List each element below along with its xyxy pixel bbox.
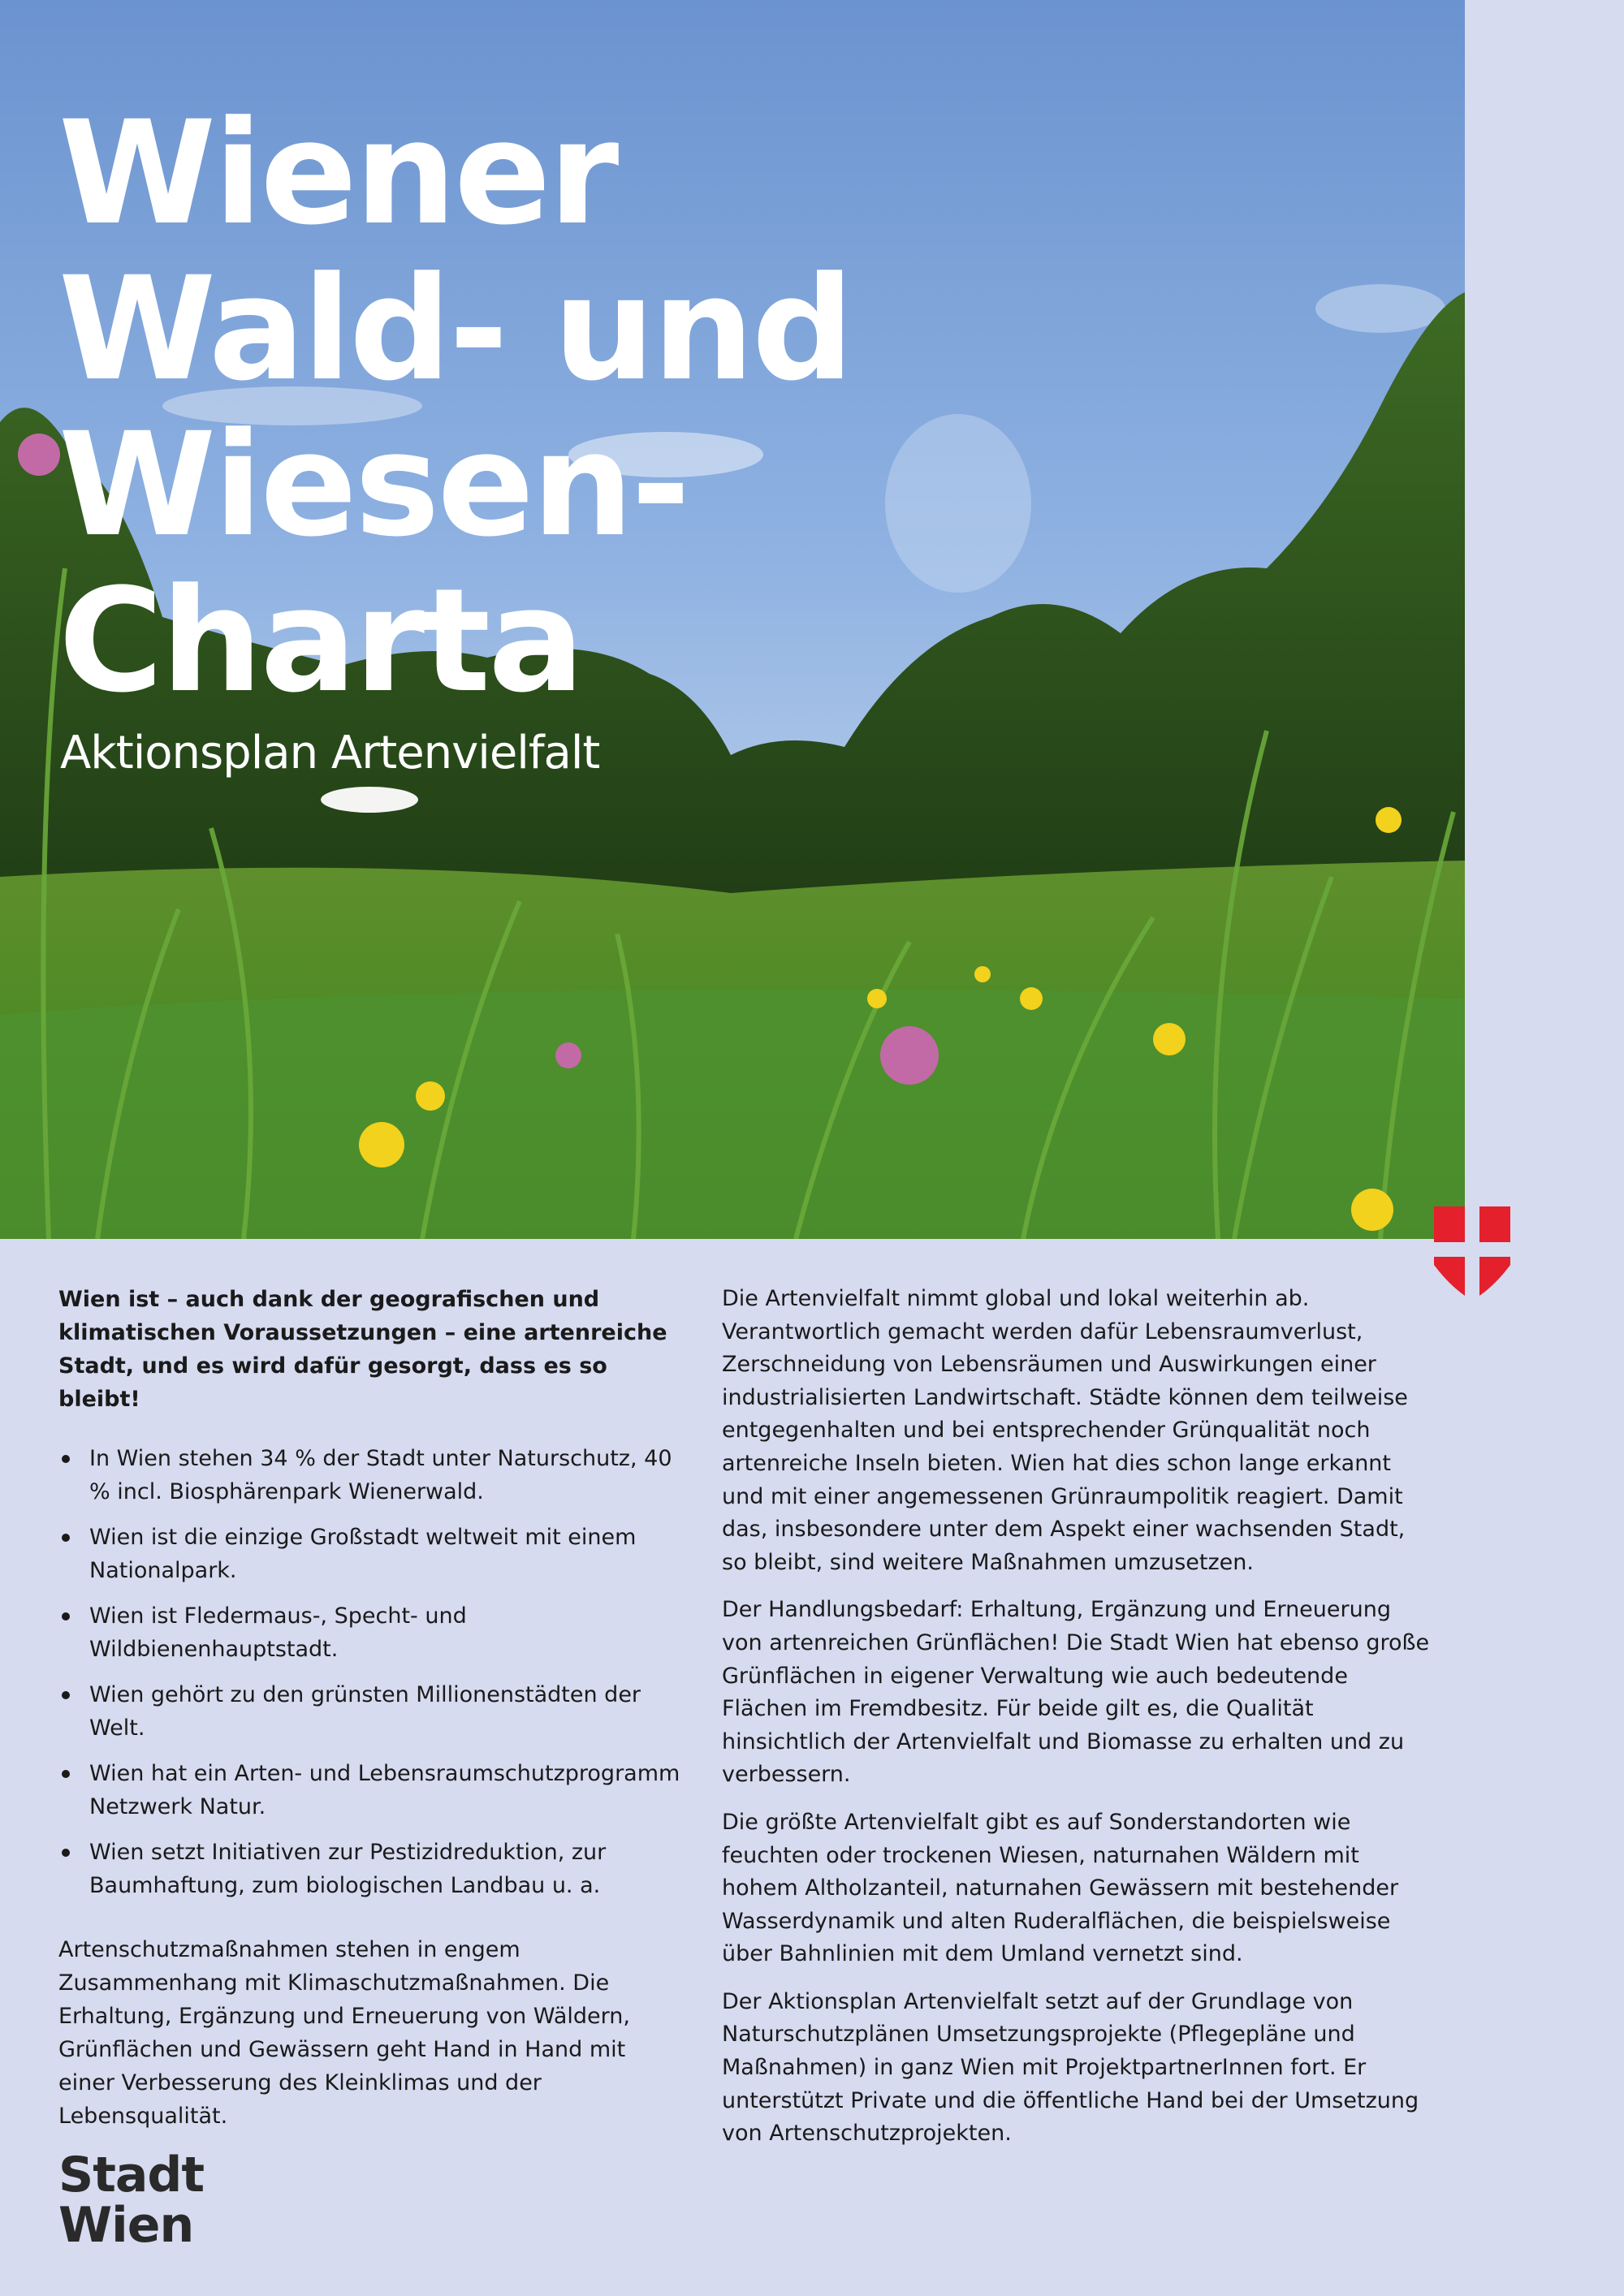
bullet-icon	[62, 1770, 70, 1778]
body-paragraph: Artenschutzmaßnahmen stehen in engem Zusammenhang mit Klimaschutzmaßnahmen. Die Erhaltung, Ergänzung und Erneuerung von Wäldern, Grünflächen und Gewässern geht Hand in Hand mit einer Verbesserung des Kleinklimas und der Lebensqualität.	[58, 1937, 630, 2129]
bullet-icon	[62, 1691, 70, 1699]
page-subtitle: Aktionsplan Artenvielfalt	[60, 727, 600, 779]
list-item	[58, 1599, 684, 1666]
list-item	[58, 1521, 684, 1587]
facts-list	[58, 1442, 684, 1902]
body-paragraph: Die größte Artenvielfalt gibt es auf Sonderstandorten wie feuchten oder trockenen Wiesen, naturnahen Wäldern mit hohem Altholzanteil, naturnahen Gewässern mit bestehender Wasserdynamik und alten Ruderalflächen, die beispielsweise über Bahnlinien mit dem Umland vernetzt sind.	[722, 1809, 1399, 1967]
bullet-icon	[62, 1612, 70, 1621]
list-item-text: Wien gehört zu den grünsten Millionenstädten der Welt.	[89, 1682, 641, 1741]
list-item	[58, 1757, 684, 1823]
body-paragraph: Der Aktionsplan Artenvielfalt setzt auf der Grundlage von Naturschutzplänen Umsetzungsprojekte (Pflegepläne und Maßnahmen) in ganz Wien mit ProjektpartnerInnen fort. Er unterstützt Private und die öffentliche Hand bei der Umsetzung von Artenschutzprojekten.	[722, 1988, 1419, 2147]
list-item-text: Wien ist Fledermaus-, Specht- und Wildbienenhauptstadt.	[89, 1603, 467, 1662]
list-item-text: In Wien stehen 34 % der Stadt unter Naturschutz, 40 % incl. Biosphärenpark Wienerwald.	[89, 1446, 672, 1504]
bullet-icon	[62, 1849, 70, 1857]
stadt-wien-logo: Stadt Wien	[58, 2147, 205, 2254]
lead-paragraph: Wien ist – auch dank der geografischen und klimatischen Voraussetzungen – eine artenreiche Stadt, und es wird dafür gesorgt, dass es so bleibt!	[58, 1287, 667, 1412]
list-item	[58, 1836, 684, 1902]
list-item	[58, 1442, 684, 1508]
bullet-icon	[62, 1534, 70, 1542]
list-item-text: Wien setzt Initiativen zur Pestizidreduktion, zur Baumhaftung, zum biologischen Landbau u. a.	[89, 1840, 607, 1898]
list-item-text: Wien hat ein Arten- und Lebensraumschutzprogramm Netzwerk Natur.	[89, 1761, 680, 1819]
left-column	[58, 1283, 684, 2147]
body-paragraph: Die Artenvielfalt nimmt global und lokal weiterhin ab. Verantwortlich gemacht werden dafür Lebensraumverlust, Zerschneidung von Lebensräumen und Auswirkungen einer industrialisierten Landwirtschaft. Städte können dem teilweise entgegenhalten und bei entsprechender Grünqualität noch artenreiche Inseln bieten. Wien hat dies schon lange erkannt und mit einer angemessenen Grünraumpolitik reagiert. Damit das, insbesondere unter dem Aspekt einer wachsenden Stadt, so bleibt, sind weitere Maßnahmen umzusetzen.	[722, 1286, 1408, 1575]
page-title: Wiener Wald- und Wiesen- Charta	[58, 90, 852, 724]
right-column	[722, 1283, 1436, 2165]
body-paragraph: Der Handlungsbedarf: Erhaltung, Ergänzung und Erneuerung von artenreichen Grünflächen! Die Stadt Wien hat ebenso große Grünflächen in eigener Verwaltung wie auch bedeutende Flächen im Fremdbesitz. Für beide gilt es, die Qualität hinsichtlich der Artenvielfalt und Biomasse zu erhalten und zu verbessern.	[722, 1597, 1430, 1788]
vienna-shield-icon	[1434, 1206, 1510, 1299]
list-item-text: Wien ist die einzige Großstadt weltweit mit einem Nationalpark.	[89, 1525, 637, 1583]
bullet-icon	[62, 1455, 70, 1463]
list-item	[58, 1678, 684, 1745]
